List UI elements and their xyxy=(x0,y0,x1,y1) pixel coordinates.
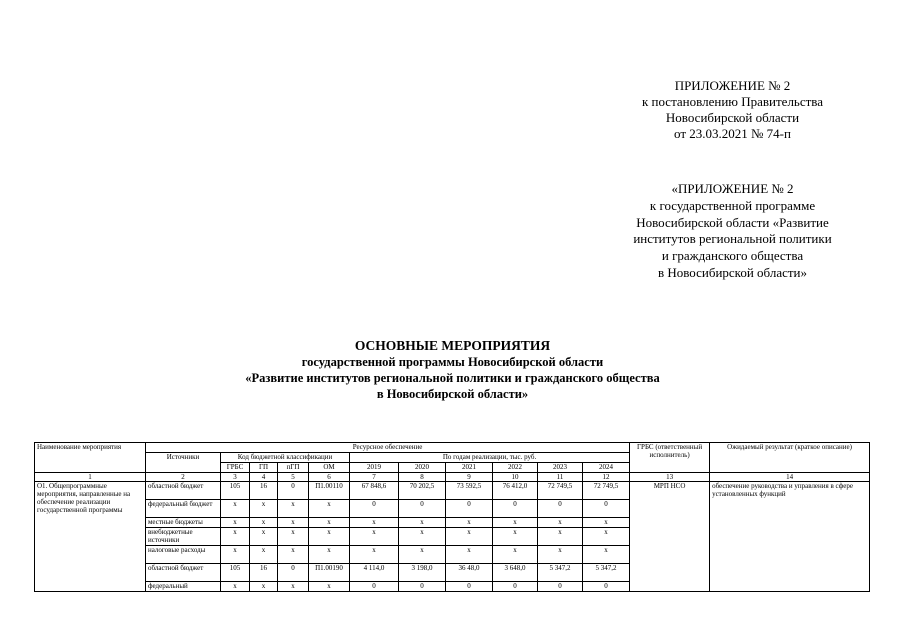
gp-cell: х xyxy=(250,500,278,518)
gp-cell: 16 xyxy=(250,482,278,500)
value-cell: 0 xyxy=(583,582,630,592)
gp-cell: х xyxy=(250,528,278,546)
value-cell: 0 xyxy=(493,582,538,592)
column-number: 6 xyxy=(309,473,350,482)
annex-line: от 23.03.2021 № 74-п xyxy=(674,126,791,141)
om-cell: х xyxy=(309,528,350,546)
value-cell: х xyxy=(493,518,538,528)
value-cell: 3 648,0 xyxy=(493,564,538,582)
column-number: 8 xyxy=(399,473,446,482)
om-cell: х xyxy=(309,518,350,528)
source-cell: федеральный xyxy=(146,582,221,592)
value-cell: х xyxy=(350,528,399,546)
header-grbs-executor: ГРБС (ответственный исполнитель) xyxy=(630,443,710,473)
table-row xyxy=(35,482,870,500)
grbs-cell: х xyxy=(221,500,250,518)
value-cell: 72 749,5 xyxy=(583,482,630,500)
column-numbers-row xyxy=(35,473,870,482)
om-cell: х xyxy=(309,500,350,518)
source-cell: областной бюджет xyxy=(146,564,221,582)
value-cell: х xyxy=(493,528,538,546)
header-year: 2022 xyxy=(493,463,538,473)
value-cell: 0 xyxy=(583,500,630,518)
value-cell: 0 xyxy=(446,500,493,518)
value-cell: 3 198,0 xyxy=(399,564,446,582)
annex-header xyxy=(600,78,865,142)
header-year: 2021 xyxy=(446,463,493,473)
pgp-cell: х xyxy=(278,528,309,546)
result-cell: обеспечение руководства и управления в сфере установленных функций xyxy=(710,482,870,592)
header-year: 2023 xyxy=(538,463,583,473)
grbs-cell: 105 xyxy=(221,482,250,500)
value-cell: х xyxy=(446,528,493,546)
column-number: 3 xyxy=(221,473,250,482)
value-cell: х xyxy=(583,528,630,546)
value-cell: 5 347,2 xyxy=(583,564,630,582)
column-number: 9 xyxy=(446,473,493,482)
title-line-1: ОСНОВНЫЕ МЕРОПРИЯТИЯ xyxy=(354,338,551,353)
value-cell: 0 xyxy=(350,500,399,518)
column-number: 10 xyxy=(493,473,538,482)
value-cell: 0 xyxy=(538,582,583,592)
title-line-4: в Новосибирской области» xyxy=(376,387,529,401)
column-number: 12 xyxy=(583,473,630,482)
header-sources: Источники xyxy=(146,453,221,473)
value-cell: 5 347,2 xyxy=(538,564,583,582)
value-cell: 36 48,0 xyxy=(446,564,493,582)
pgp-cell: х xyxy=(278,518,309,528)
column-number: 2 xyxy=(146,473,221,482)
value-cell: х xyxy=(538,528,583,546)
annex-prev-header xyxy=(600,181,865,282)
header-expected-result: Ожидаемый результат (краткое описание) xyxy=(710,443,870,473)
value-cell: х xyxy=(493,546,538,564)
title-line-3: «Развитие институтов региональной политики и гражданского общества xyxy=(245,371,660,385)
header-year: 2024 xyxy=(583,463,630,473)
title-line-2: государственной программы Новосибирской области xyxy=(301,355,604,369)
annex-line: к постановлению Правительства xyxy=(641,94,824,109)
value-cell: х xyxy=(399,518,446,528)
value-cell: 0 xyxy=(538,500,583,518)
gp-cell: 16 xyxy=(250,564,278,582)
om-cell: х xyxy=(309,582,350,592)
value-cell: 72 749,5 xyxy=(538,482,583,500)
column-number: 11 xyxy=(538,473,583,482)
header-pgp: пГП xyxy=(278,463,309,473)
value-cell: 0 xyxy=(350,582,399,592)
gp-cell: х xyxy=(250,518,278,528)
source-cell: внебюджетные источники xyxy=(146,528,221,546)
pgp-cell: х xyxy=(278,546,309,564)
om-cell: х xyxy=(309,546,350,564)
column-number: 7 xyxy=(350,473,399,482)
header-by-years: По годам реализации, тыс. руб. xyxy=(350,453,630,463)
grbs-cell: х xyxy=(221,546,250,564)
pgp-cell: 0 xyxy=(278,482,309,500)
header-om: ОМ xyxy=(309,463,350,473)
header-activity-name: Наименование мероприятия xyxy=(35,443,146,473)
value-cell: х xyxy=(446,546,493,564)
value-cell: х xyxy=(446,518,493,528)
column-number: 14 xyxy=(710,473,870,482)
om-cell: П1.00190 xyxy=(309,564,350,582)
value-cell: 0 xyxy=(399,500,446,518)
value-cell: 67 848,6 xyxy=(350,482,399,500)
header-budget-code: Код бюджетной классификации xyxy=(221,453,350,463)
value-cell: х xyxy=(399,546,446,564)
value-cell: 70 202,5 xyxy=(399,482,446,500)
header-gp: ГП xyxy=(250,463,278,473)
column-number: 13 xyxy=(630,473,710,482)
source-cell: областной бюджет xyxy=(146,482,221,500)
pgp-cell: х xyxy=(278,500,309,518)
value-cell: х xyxy=(583,518,630,528)
value-cell: 0 xyxy=(493,500,538,518)
column-number: 1 xyxy=(35,473,146,482)
annex-prev-line: в Новосибирской области» xyxy=(657,264,808,280)
value-cell: х xyxy=(399,528,446,546)
value-cell: х xyxy=(583,546,630,564)
grbs-cell: 105 xyxy=(221,564,250,582)
gp-cell: х xyxy=(250,546,278,564)
annex-prev-line: институтов региональной политики xyxy=(633,231,832,247)
value-cell: х xyxy=(538,546,583,564)
column-number: 5 xyxy=(278,473,309,482)
header-resource: Ресурсное обеспечение xyxy=(146,443,630,453)
activities-table xyxy=(34,442,870,592)
value-cell: 76 412,0 xyxy=(493,482,538,500)
source-cell: местные бюджеты xyxy=(146,518,221,528)
executor-cell: МРП НСО xyxy=(630,482,710,592)
value-cell: х xyxy=(350,546,399,564)
header-grbs: ГРБС xyxy=(221,463,250,473)
value-cell: 0 xyxy=(399,582,446,592)
pgp-cell: 0 xyxy=(278,564,309,582)
source-cell: налоговые расходы xyxy=(146,546,221,564)
annex-line: ПРИЛОЖЕНИЕ № 2 xyxy=(674,78,791,93)
value-cell: 0 xyxy=(446,582,493,592)
source-cell: федеральный бюджет xyxy=(146,500,221,518)
header-year: 2019 xyxy=(350,463,399,473)
annex-prev-line: «ПРИЛОЖЕНИЕ № 2 xyxy=(671,181,794,196)
grbs-cell: х xyxy=(221,528,250,546)
document-title xyxy=(150,338,755,402)
grbs-cell: х xyxy=(221,582,250,592)
annex-prev-line: и гражданского общества xyxy=(661,248,804,264)
annex-prev-line: Новосибирской области «Развитие xyxy=(636,214,829,230)
value-cell: х xyxy=(538,518,583,528)
om-cell: П1.00110 xyxy=(309,482,350,500)
value-cell: х xyxy=(350,518,399,528)
grbs-cell: х xyxy=(221,518,250,528)
activity-name-cell: О1. Общепрограммные мероприятия, направленные на обеспечение реализации государственной программы xyxy=(35,482,146,592)
gp-cell: х xyxy=(250,582,278,592)
annex-line: Новосибирской области xyxy=(665,110,800,125)
value-cell: 73 592,5 xyxy=(446,482,493,500)
header-year: 2020 xyxy=(399,463,446,473)
column-number: 4 xyxy=(250,473,278,482)
value-cell: 4 114,0 xyxy=(350,564,399,582)
annex-prev-line: к государственной программе xyxy=(649,197,816,213)
pgp-cell: х xyxy=(278,582,309,592)
